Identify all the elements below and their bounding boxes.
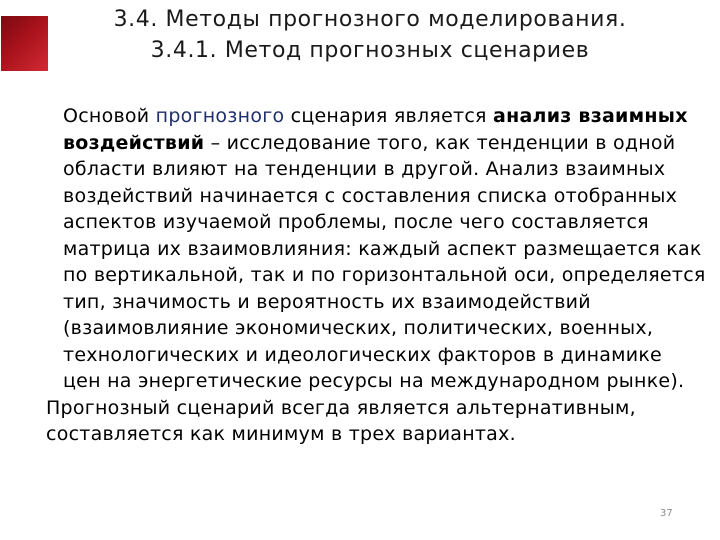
bold-term: анализ взаимных воздействий	[63, 105, 688, 154]
page-number: 37	[660, 508, 673, 519]
highlighted-term: прогнозного	[155, 105, 285, 127]
title-line-1: 3.4. Методы прогнозного моделирования.	[113, 7, 627, 32]
title-line-2: 3.4.1. Метод прогнозных сценариев	[150, 38, 590, 63]
slide-title	[60, 4, 680, 66]
paragraph-1-mid: сценария является	[284, 105, 494, 127]
paragraph-1-lead: Основой	[63, 105, 156, 127]
paragraph-1	[6, 103, 706, 395]
body-text	[6, 103, 706, 448]
accent-square	[1, 16, 48, 71]
paragraph-1-rest: – исследование того, как тенденции в одной области влияют на тенденции в другой. Анализ взаимных воздействий начинается с составления списка отобранных аспектов изучаемой проблемы, после чего составляется матрица их взаимовлияния: каждый аспект размещается как по вертикальной, так и по горизонтальной оси, определяется тип, значимость и вероятность их взаимодействий (взаимовлияние экономических, политических, военных, технологических и идеологических факторов в динамике цен на энергетические ресурсы на международном рынке).	[63, 131, 706, 392]
paragraph-2: Прогнозный сценарий всегда является альтернативным, составляется как минимум в трех вариантах.	[46, 396, 636, 445]
